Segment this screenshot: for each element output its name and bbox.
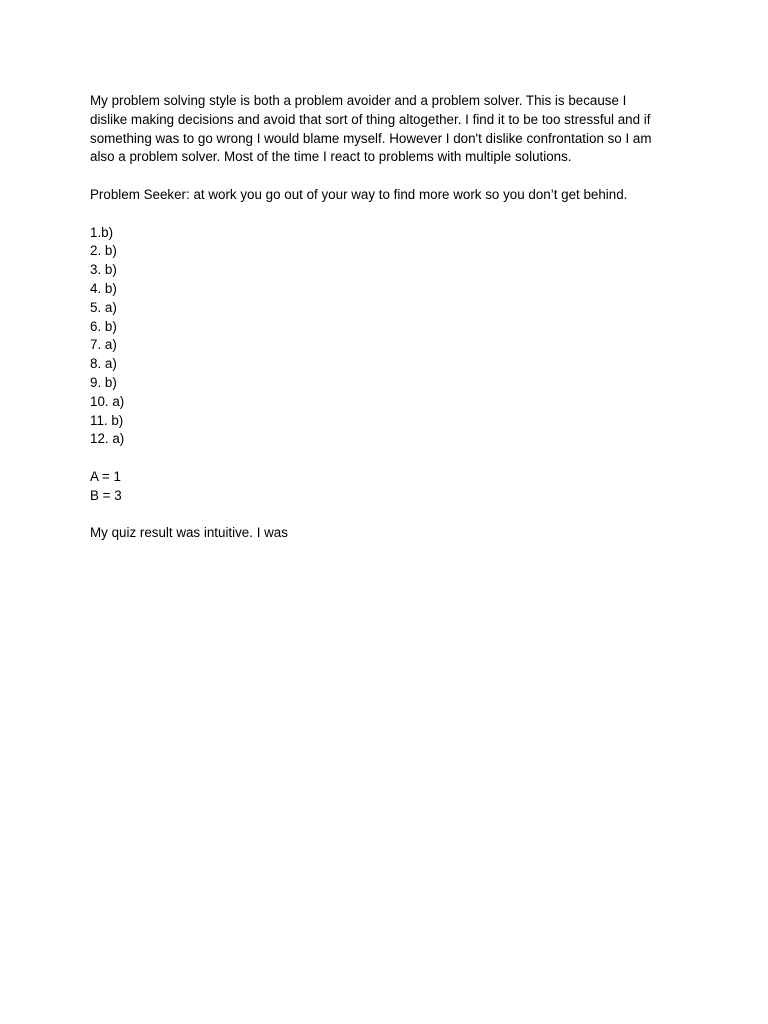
quiz-answer: 12. a) [90, 431, 125, 447]
quiz-answer: 11. b) [90, 412, 124, 428]
quiz-answers-list [90, 224, 690, 450]
quiz-answer: 5. a) [90, 299, 117, 315]
blank-line [90, 167, 690, 186]
answer-total: B = 3 [90, 487, 122, 503]
problem-seeker-paragraph: Problem Seeker: at work you go out of your way to find more work so you don’t get behind. [90, 186, 628, 202]
quiz-answer: 1.b) [90, 224, 114, 240]
paragraph-line: dislike making decisions and avoid that sort of thing altogether. I find it to be too stressful and if [90, 111, 651, 127]
paragraph-line: also a problem solver. Most of the time I react to problems with multiple solutions. [90, 149, 572, 165]
quiz-result-paragraph: My quiz result was intuitive. I was [90, 525, 288, 541]
quiz-answer: 6. b) [90, 318, 117, 334]
quiz-answer: 7. a) [90, 337, 117, 353]
answer-totals-list [90, 468, 690, 506]
blank-line [90, 205, 690, 224]
quiz-answer: 3. b) [90, 262, 117, 278]
blank-line [90, 506, 690, 525]
quiz-answer: 4. b) [90, 280, 117, 296]
paragraph-line: something was to go wrong I would blame myself. However I don't dislike confrontation so I am [90, 130, 652, 146]
quiz-answer: 10. a) [90, 393, 125, 409]
blank-line [90, 449, 690, 468]
paragraph-line: My problem solving style is both a problem avoider and a problem solver. This is because I [90, 93, 627, 108]
quiz-answer: 2. b) [90, 243, 117, 259]
document-page [90, 92, 690, 543]
problem-style-paragraph [90, 92, 690, 167]
quiz-answer: 9. b) [90, 374, 117, 390]
quiz-answer: 8. a) [90, 356, 117, 372]
answer-total: A = 1 [90, 468, 121, 484]
